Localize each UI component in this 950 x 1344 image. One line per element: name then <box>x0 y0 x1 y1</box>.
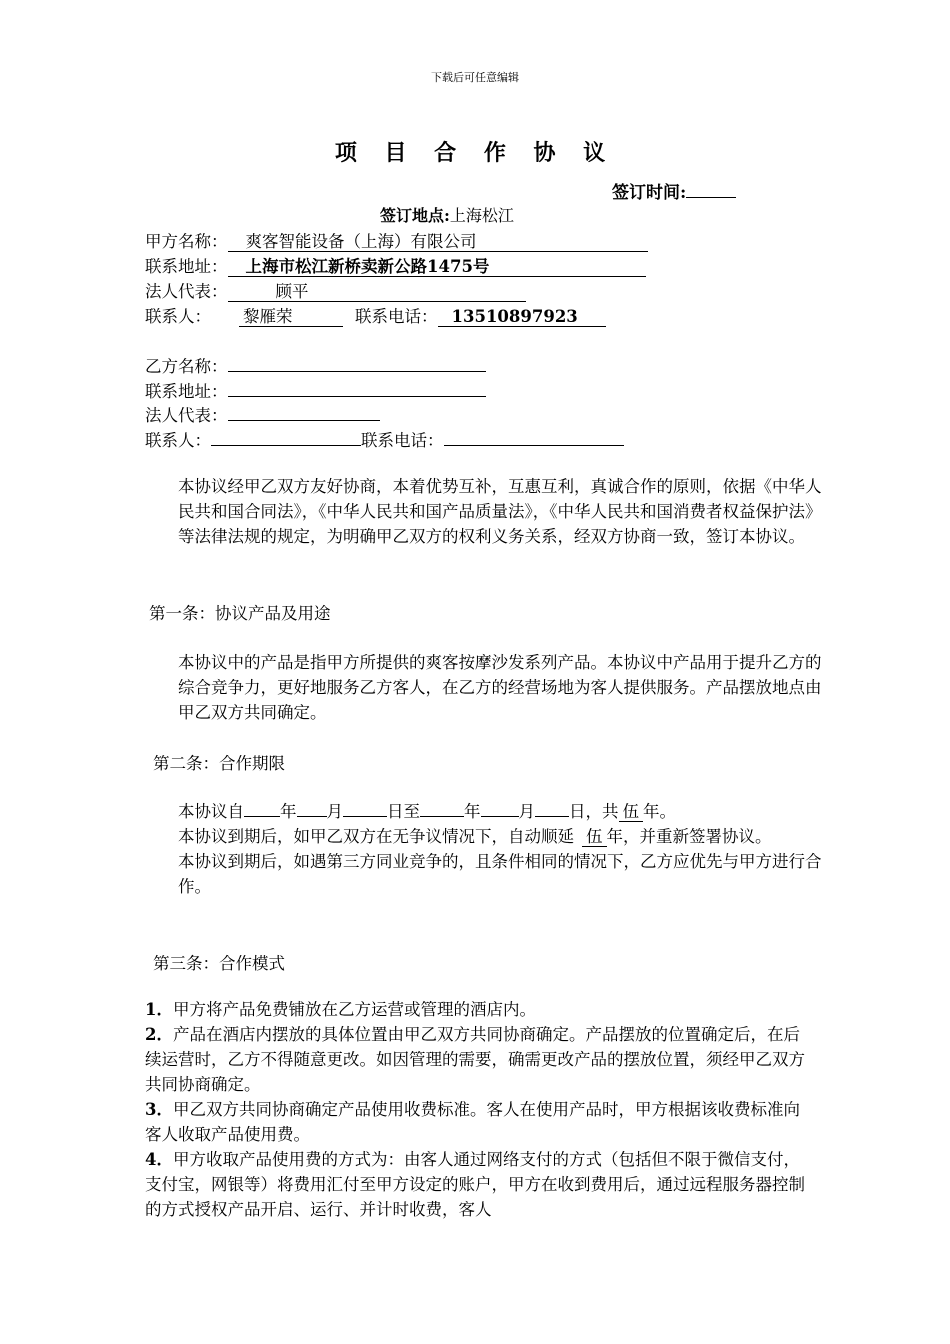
end-day-blank[interactable] <box>535 800 569 817</box>
sign-place-value: 上海松江 <box>449 206 514 225</box>
article2-body <box>178 799 828 899</box>
party-a-contact-row <box>145 303 606 327</box>
day-to-label: 日至 <box>387 802 420 821</box>
start-year-blank[interactable] <box>244 800 280 817</box>
start-day-blank[interactable] <box>343 800 387 817</box>
party-a-name-label: 甲方名称： <box>145 232 228 251</box>
party-a-legal-value: 顾平 <box>228 283 526 302</box>
party-b-phone-blank[interactable] <box>444 428 624 446</box>
renewal-text-end: 年，并重新签署协议。 <box>606 827 772 846</box>
list-item <box>145 1097 815 1147</box>
day-total-label: 日，共 <box>569 802 619 821</box>
party-b-address-row <box>145 378 486 402</box>
article1-body: 本协议中的产品是指甲方所提供的爽客按摩沙发系列产品。本协议中产品用于提升乙方的综合竞争力，更好地服务乙方客人，在乙方的经营场地为客人提供服务。产品摆放地点由甲乙双方共同确定。 <box>178 653 822 722</box>
article2-heading: 第二条：合作期限 <box>153 754 285 773</box>
renewal-line <box>178 824 828 849</box>
party-b-legal-label: 法人代表： <box>145 406 228 425</box>
term-line <box>178 799 828 824</box>
list-item <box>145 1022 815 1097</box>
party-b-address-blank[interactable] <box>228 379 486 397</box>
end-month-blank[interactable] <box>481 800 519 817</box>
party-a-phone-value: 13510897923 <box>438 308 606 327</box>
item-text: 甲方将产品免费铺放在乙方运营或管理的酒店内。 <box>172 1000 536 1019</box>
article1-heading: 第一条：协议产品及用途 <box>149 604 331 623</box>
renewal-text: 本协议到期后，如甲乙双方在无争议情况下，自动顺延 <box>178 827 574 846</box>
party-b-contact-label: 联系人： <box>145 431 211 450</box>
party-b-name-row <box>145 353 486 377</box>
item-text: 甲方收取产品使用费的方式为：由客人通过网络支付的方式（包括但不限于微信支付，支付宝，网银等）将费用汇付至甲方设定的账户，甲方在收到费用后，通过远程服务器控制的方式授权产品开启、运行、并计时收费，客人 <box>145 1150 805 1219</box>
party-b-contact-blank[interactable] <box>211 428 361 446</box>
party-a-address-value: 上海市松江新桥卖新公路1475号 <box>228 258 646 277</box>
party-a-name-row <box>145 228 648 252</box>
list-item <box>145 997 815 1022</box>
party-a-contact-label: 联系人： <box>145 307 211 326</box>
party-b-legal-row <box>145 402 380 426</box>
article3-heading: 第三条：合作模式 <box>153 954 285 973</box>
party-b-address-label: 联系地址： <box>145 382 228 401</box>
item-text: 产品在酒店内摆放的具体位置由甲乙双方共同协商确定。产品摆放的位置确定后，在后续运营时，乙方不得随意更改。如因管理的需要，确需更改产品的摆放位置，须经甲乙双方共同协商确定。 <box>145 1025 805 1094</box>
party-b-name-blank[interactable] <box>228 354 486 372</box>
watermark: 下载后可任意编辑 <box>431 71 519 84</box>
end-year-blank[interactable] <box>420 800 464 817</box>
year-label: 年 <box>280 802 297 821</box>
item-text: 甲乙双方共同协商确定产品使用收费标准。客人在使用产品时，甲方根据该收费标准向客人收取产品使用费。 <box>145 1100 800 1144</box>
intro-paragraph: 本协议经甲乙双方友好协商，本着优势互补，互惠互利，真诚合作的原则，依据《中华人民共和国合同法》，《中华人民共和国产品质量法》，《中华人民共和国消费者权益保护法》等法律法规的规定，为明确甲乙双方的权利义务关系，经双方协商一致，签订本协议。 <box>178 477 822 546</box>
party-b-contact-row <box>145 427 624 451</box>
start-month-blank[interactable] <box>297 800 327 817</box>
term-from-label: 本协议自 <box>178 802 244 821</box>
party-a-address-row <box>145 253 646 277</box>
party-a-phone-label: 联系电话： <box>355 307 438 326</box>
party-a-legal-label: 法人代表： <box>145 282 228 301</box>
party-a-contact-value: 黎雁荣 <box>239 308 343 327</box>
party-b-phone-label: 联系电话： <box>361 431 444 450</box>
priority-line: 本协议到期后，如遇第三方同业竞争的，且条件相同的情况下，乙方应优先与甲方进行合作。 <box>178 852 822 896</box>
sign-place-label: 签订地点: <box>380 206 450 225</box>
month-label: 月 <box>518 802 535 821</box>
item-number: 1． <box>145 1000 173 1019</box>
term-unit: 年。 <box>643 802 676 821</box>
item-number: 4． <box>145 1150 173 1169</box>
party-b-name-label: 乙方名称： <box>145 357 228 376</box>
party-a-legal-row <box>145 278 526 302</box>
list-item <box>145 1147 815 1222</box>
month-label: 月 <box>326 802 343 821</box>
sign-time-blank <box>686 181 736 198</box>
renewal-term: 伍 <box>582 828 607 847</box>
year-label: 年 <box>464 802 481 821</box>
party-a-address-label: 联系地址： <box>145 257 228 276</box>
item-number: 2． <box>145 1025 173 1044</box>
term-years: 伍 <box>619 803 644 822</box>
sign-place <box>380 203 514 226</box>
sign-time <box>612 178 736 203</box>
party-a-name-value: 爽客智能设备（上海）有限公司 <box>228 233 648 252</box>
party-b-legal-blank[interactable] <box>228 403 380 421</box>
sign-time-label: 签订时间: <box>612 183 687 203</box>
page-title: 项 目 合 作 协 议 <box>334 140 616 166</box>
item-number: 3． <box>145 1100 173 1119</box>
